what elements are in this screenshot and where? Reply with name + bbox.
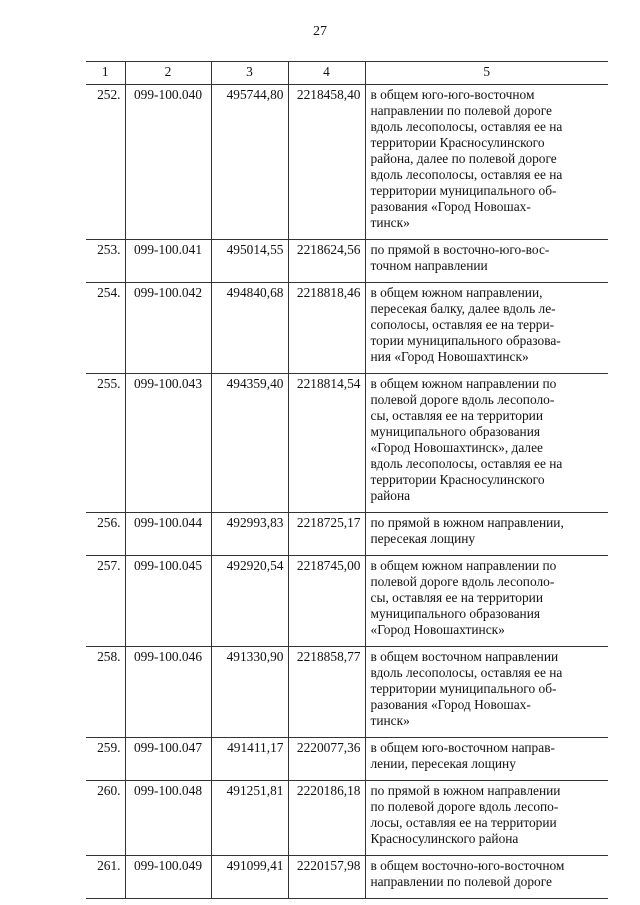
table-row — [86, 738, 608, 781]
boundary-description: в общем юго-восточном направ- лении, пересекая лощину — [365, 738, 608, 781]
coordinate-x: 491411,17 — [211, 738, 288, 781]
point-code: 099-100.046 — [125, 647, 211, 738]
coordinate-y: 2218818,46 — [288, 283, 365, 374]
column-header: 1 — [86, 62, 125, 85]
coordinate-y: 2218858,77 — [288, 647, 365, 738]
point-number: 257. — [86, 556, 125, 647]
coordinate-y: 2218458,40 — [288, 85, 365, 240]
point-number: 260. — [86, 781, 125, 856]
coordinate-x: 495014,55 — [211, 240, 288, 283]
point-code: 099-100.041 — [125, 240, 211, 283]
boundary-description: в общем южном направлении, пересекая балку, далее вдоль ле- сополосы, оставляя ее на терри- тории муниципального образова- ния «Город Новошахтинск» — [365, 283, 608, 374]
boundary-description: в общем восточном направлении вдоль лесополосы, оставляя ее на территории муниципального об- разования «Город Новошах- тинск» — [365, 647, 608, 738]
column-header: 4 — [288, 62, 365, 85]
point-code: 099-100.049 — [125, 856, 211, 899]
boundary-description: в общем южном направлении по полевой дороге вдоль лесополо- сы, оставляя ее на территории муниципального образования «Город Новошахтинск» — [365, 556, 608, 647]
table-row — [86, 513, 608, 556]
table-row — [86, 647, 608, 738]
column-header: 3 — [211, 62, 288, 85]
coordinate-y: 2218814,54 — [288, 374, 365, 513]
boundary-description: в общем южном направлении по полевой дороге вдоль лесополо- сы, оставляя ее на территории муниципального образования «Город Новошахтинск», далее вдоль лесополосы, оставляя ее на территории Красносулинского района — [365, 374, 608, 513]
table-row — [86, 374, 608, 513]
coordinate-x: 492920,54 — [211, 556, 288, 647]
point-number: 254. — [86, 283, 125, 374]
boundary-description: в общем юго-юго-восточном направлении по полевой дороге вдоль лесополосы, оставляя ее на территории Красносулинского района, далее по полевой дороге вдоль лесополосы, оставляя ее на территории муниципального об- разования «Город Новошах- тинск» — [365, 85, 608, 240]
coordinate-y: 2218624,56 — [288, 240, 365, 283]
coordinate-y: 2220186,18 — [288, 781, 365, 856]
point-code: 099-100.047 — [125, 738, 211, 781]
coordinate-y: 2218725,17 — [288, 513, 365, 556]
table-row — [86, 240, 608, 283]
coordinates-table — [86, 61, 608, 899]
coordinate-y: 2218745,00 — [288, 556, 365, 647]
coordinate-y: 2220077,36 — [288, 738, 365, 781]
point-code: 099-100.042 — [125, 283, 211, 374]
point-number: 259. — [86, 738, 125, 781]
point-code: 099-100.045 — [125, 556, 211, 647]
boundary-description: по прямой в южном направлении по полевой дороге вдоль лесопо- лосы, оставляя ее на территории Красносулинского района — [365, 781, 608, 856]
coordinate-y: 2220157,98 — [288, 856, 365, 899]
point-number: 253. — [86, 240, 125, 283]
table-row — [86, 781, 608, 856]
point-number: 256. — [86, 513, 125, 556]
point-code: 099-100.040 — [125, 85, 211, 240]
coordinate-x: 491099,41 — [211, 856, 288, 899]
point-code: 099-100.048 — [125, 781, 211, 856]
boundary-description: по прямой в восточно-юго-вос- точном направлении — [365, 240, 608, 283]
table-row — [86, 85, 608, 240]
table-header-row — [86, 62, 608, 85]
point-number: 261. — [86, 856, 125, 899]
point-number: 255. — [86, 374, 125, 513]
boundary-description: в общем восточно-юго-восточном направлении по полевой дороге — [365, 856, 608, 899]
column-header: 2 — [125, 62, 211, 85]
point-code: 099-100.043 — [125, 374, 211, 513]
coordinate-x: 491251,81 — [211, 781, 288, 856]
table-row — [86, 856, 608, 899]
column-header: 5 — [365, 62, 608, 85]
coordinate-x: 491330,90 — [211, 647, 288, 738]
page-number: 27 — [313, 24, 327, 39]
table-row — [86, 283, 608, 374]
point-number: 258. — [86, 647, 125, 738]
table-row — [86, 556, 608, 647]
coordinate-x: 494359,40 — [211, 374, 288, 513]
coordinate-x: 492993,83 — [211, 513, 288, 556]
point-number: 252. — [86, 85, 125, 240]
boundary-description: по прямой в южном направлении, пересекая лощину — [365, 513, 608, 556]
coordinate-x: 494840,68 — [211, 283, 288, 374]
coordinate-x: 495744,80 — [211, 85, 288, 240]
point-code: 099-100.044 — [125, 513, 211, 556]
